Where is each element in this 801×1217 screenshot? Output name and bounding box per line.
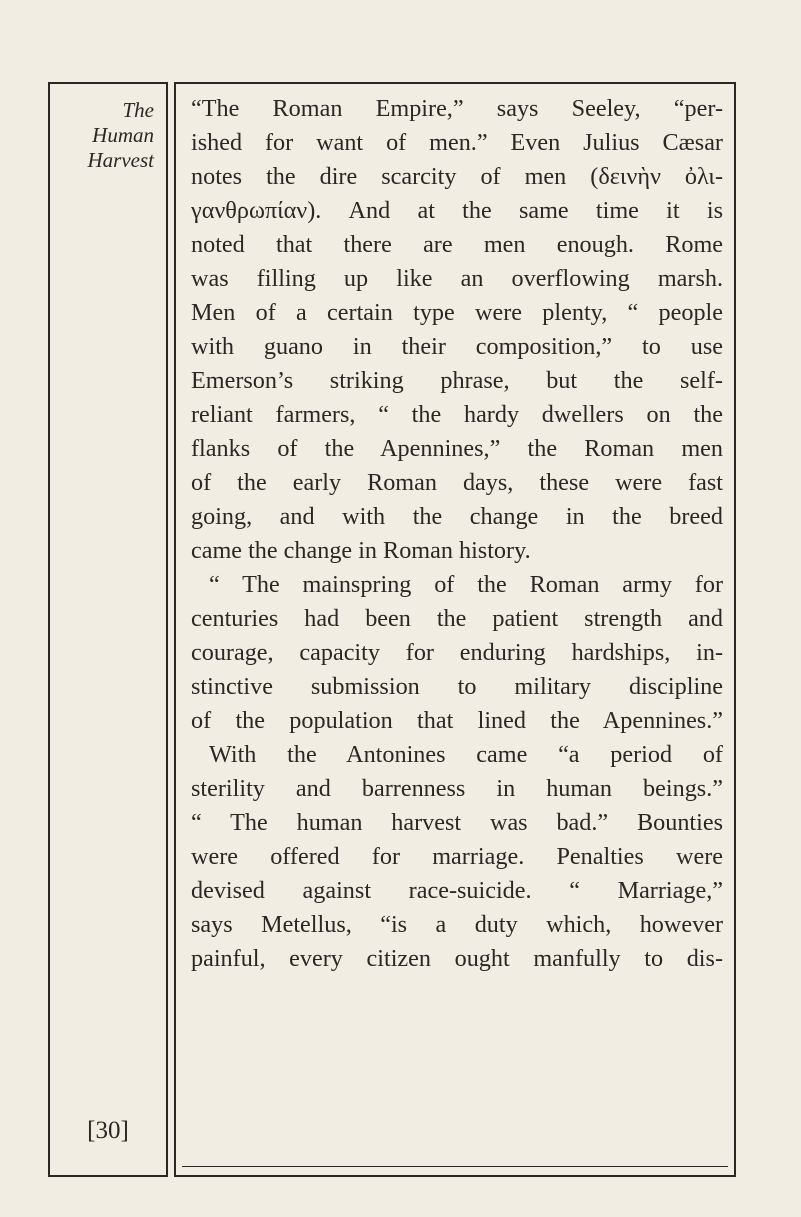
text-line: painful, every citizen ought manfully to dis- bbox=[191, 945, 723, 972]
running-title bbox=[58, 98, 154, 173]
text-line: γανθρωπίαν). And at the same time it is bbox=[191, 197, 723, 224]
text-line: of the early Roman days, these were fast bbox=[191, 469, 723, 496]
bottom-rule bbox=[182, 1166, 728, 1167]
text-line: going, and with the change in the breed bbox=[191, 503, 723, 530]
text-line: reliant farmers, “ the hardy dwellers on the bbox=[191, 401, 723, 428]
text-line: “ The human harvest was bad.” Bounties bbox=[191, 809, 723, 836]
page-number: [30] bbox=[87, 1117, 129, 1144]
text-line: came the change in Roman history. bbox=[191, 537, 531, 564]
text-line: were offered for marriage. Penalties were bbox=[191, 843, 723, 870]
text-line: says Metellus, “is a duty which, however bbox=[191, 911, 723, 938]
body-text bbox=[191, 92, 723, 976]
running-title-line: The bbox=[122, 98, 154, 122]
text-line: of the population that lined the Apennines.” bbox=[191, 707, 723, 734]
text-line: With the Antonines came “a period of bbox=[209, 741, 723, 768]
text-line: Emerson’s striking phrase, but the self- bbox=[191, 367, 723, 394]
margin-frame bbox=[48, 82, 168, 1177]
text-line: sterility and barrenness in human beings.” bbox=[191, 775, 723, 802]
text-line: centuries had been the patient strength and bbox=[191, 605, 723, 632]
text-line: “ The mainspring of the Roman army for bbox=[209, 571, 723, 598]
text-line: Men of a certain type were plenty, “ people bbox=[191, 299, 723, 326]
running-title-line: Human bbox=[92, 123, 154, 147]
text-line: was filling up like an overflowing marsh. bbox=[191, 265, 723, 292]
text-line: noted that there are men enough. Rome bbox=[191, 231, 723, 258]
text-line: stinctive submission to military discipline bbox=[191, 673, 723, 700]
text-line: with guano in their composition,” to use bbox=[191, 333, 723, 360]
text-line: ished for want of men.” Even Julius Cæsar bbox=[191, 129, 723, 156]
text-line: notes the dire scarcity of men (δεινὴν ὀλι- bbox=[191, 163, 723, 190]
text-line: “The Roman Empire,” says Seeley, “per- bbox=[191, 95, 723, 122]
text-line: courage, capacity for enduring hardships, in- bbox=[191, 639, 723, 666]
running-title-line: Harvest bbox=[87, 148, 154, 172]
text-line: flanks of the Apennines,” the Roman men bbox=[191, 435, 723, 462]
text-line: devised against race-suicide. “ Marriage,” bbox=[191, 877, 723, 904]
